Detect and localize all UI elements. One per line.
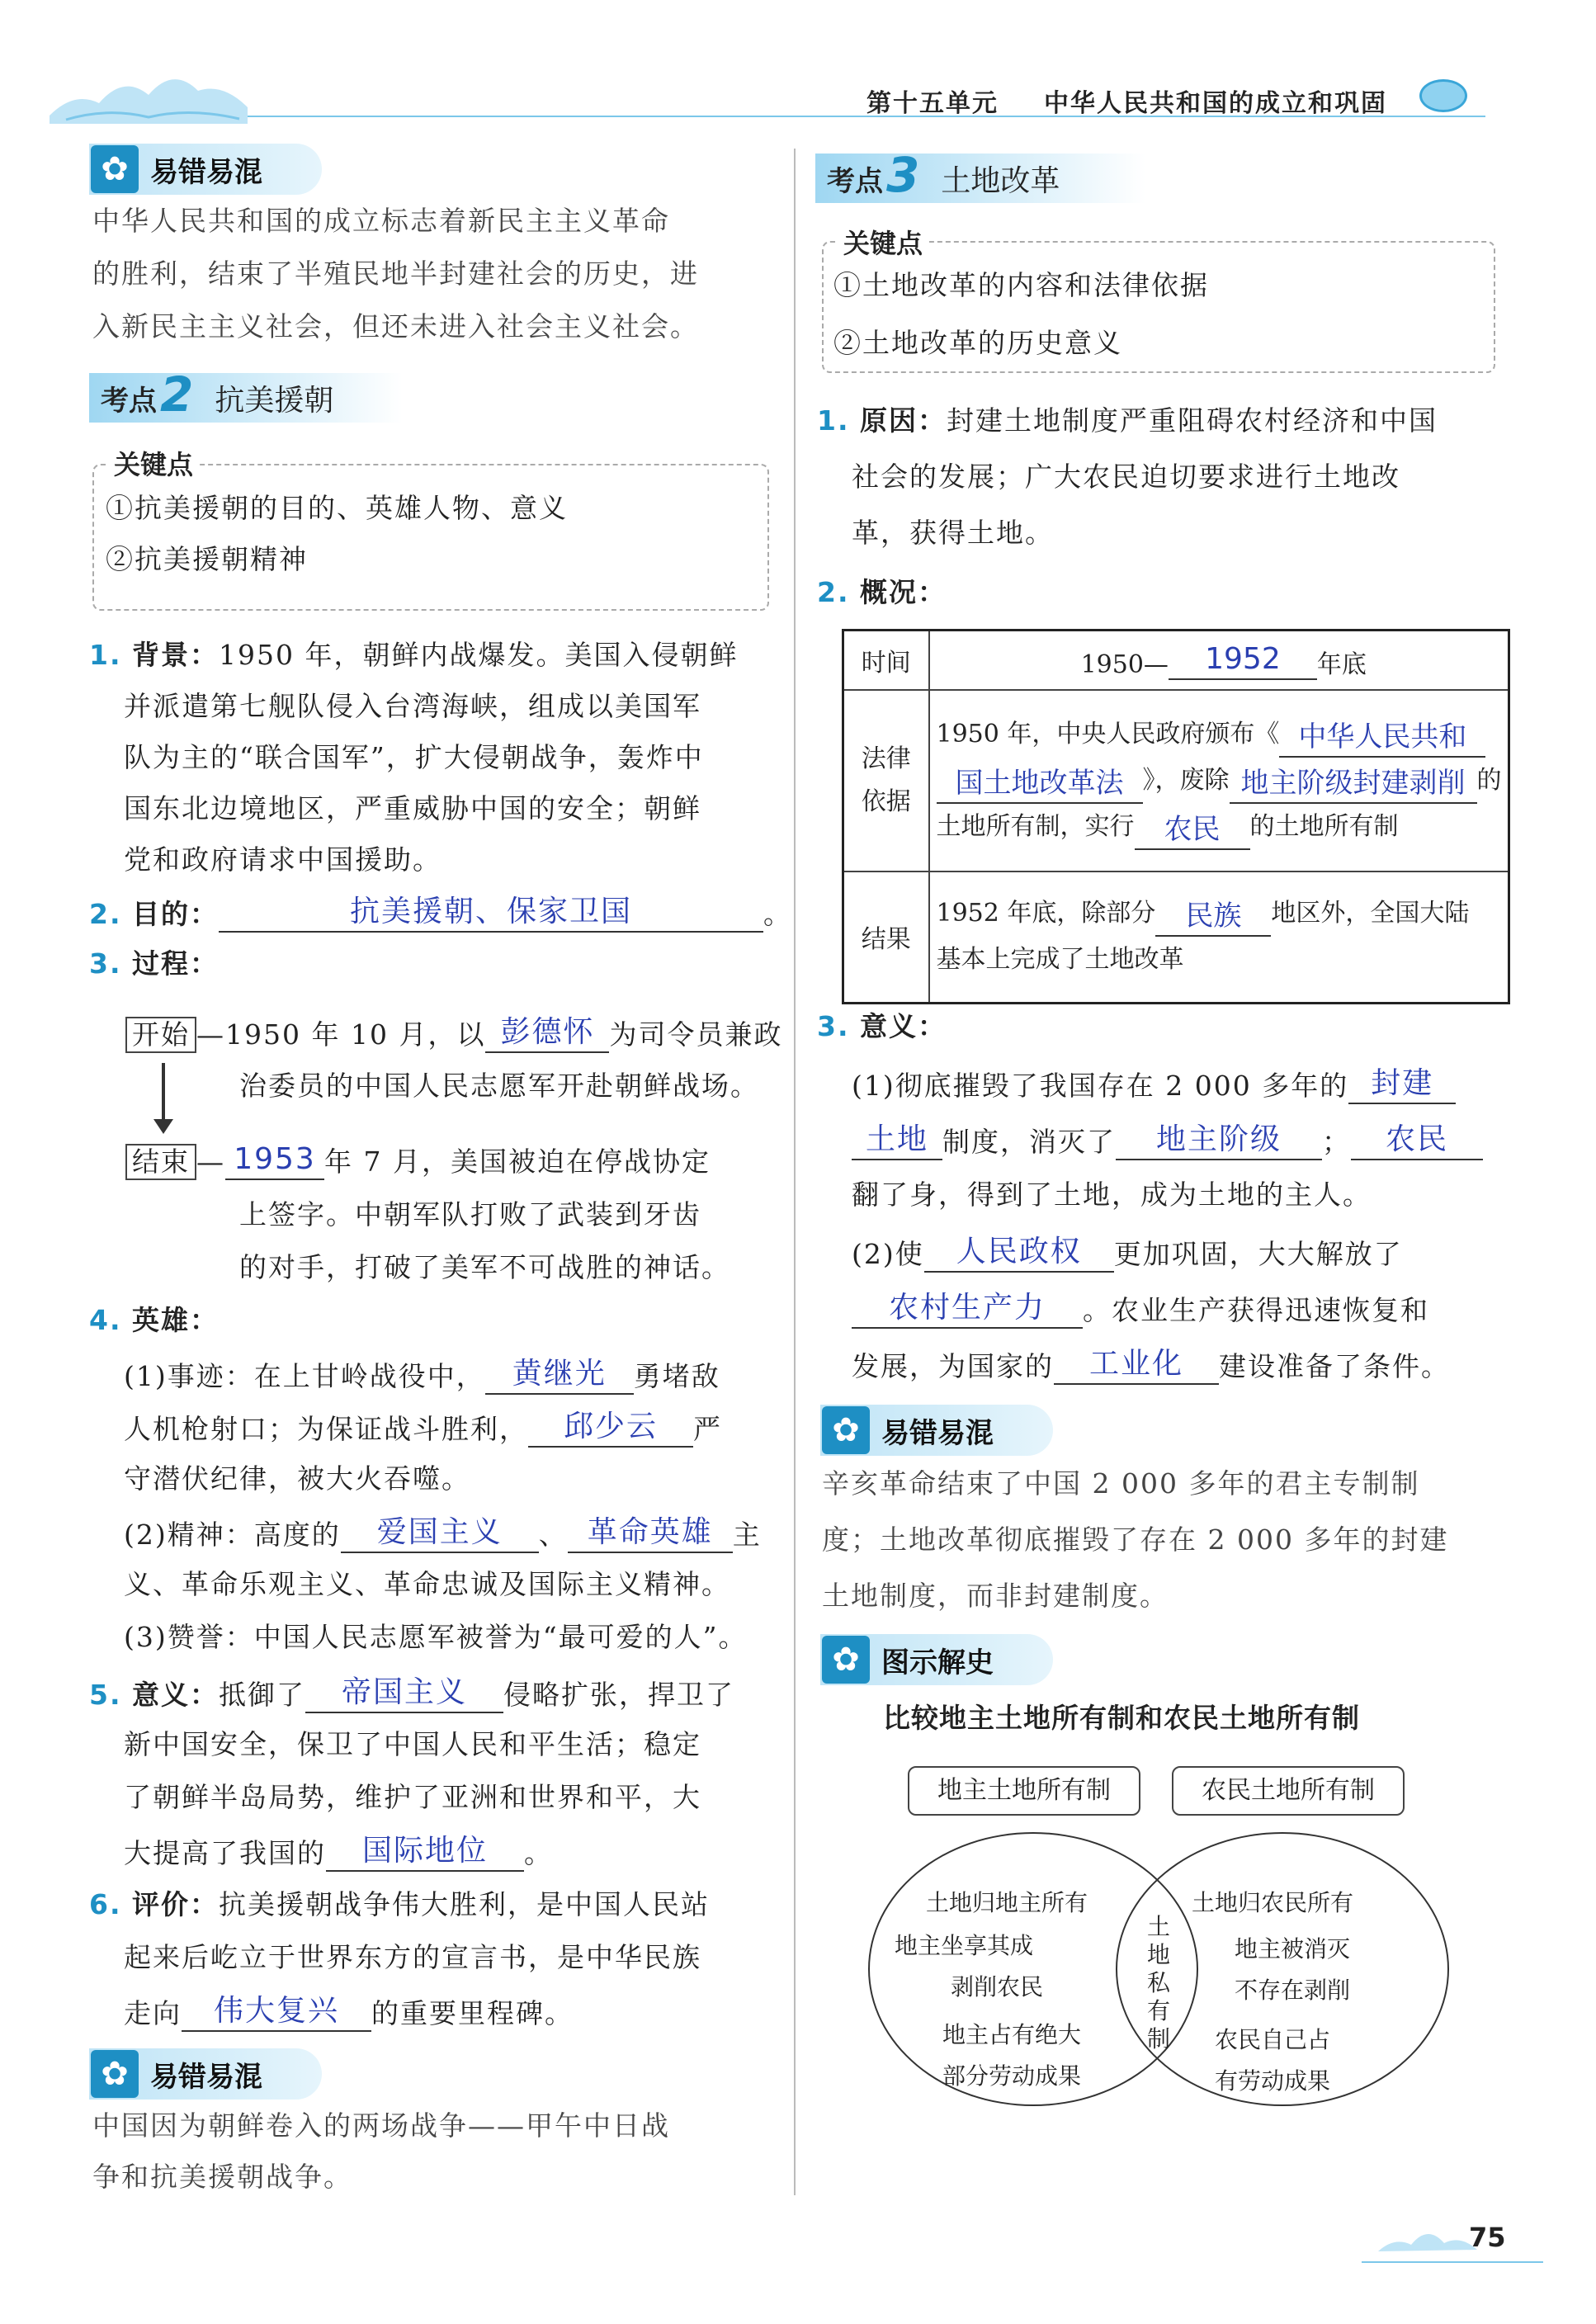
mistake-text-1: 入新民主主义社会，但还未进入社会主义社会。 [92, 310, 699, 342]
key-points-box-2 [92, 464, 769, 611]
flower-icon: ✿ [822, 1636, 870, 1684]
mistake-text-3: 土地制度，而非封建制度。 [822, 1580, 1169, 1612]
key-point-item: ①抗美援朝的目的、英雄人物、意义 [106, 492, 568, 524]
arrow-down-icon [162, 1063, 165, 1122]
row-time: 1950— 1952 年底 [929, 631, 1509, 690]
significance-line: 发展，为国家的 工业化 建设准备了条件。 [852, 1345, 1450, 1385]
reason-line: 社会的发展；广大农民迫切要求进行土地改 [852, 461, 1400, 493]
mistake-text-2: 争和抗美援朝战争。 [92, 2161, 352, 2193]
mistake-text-1: 的胜利，结束了半殖民地半封建社会的历史，进 [92, 257, 699, 290]
badge-label: 图示解史 [881, 1646, 994, 1679]
background-line: 并派遣第七舰队侵入台湾海峡，组成以美国军 [124, 690, 701, 722]
process-start: 开始 —1950 年 10 月，以 彭德怀 为司令员兼政 [125, 1013, 782, 1053]
kaodian-title: 土地改革 [941, 163, 1060, 198]
kaodian-label: 考点 [101, 384, 157, 418]
heroes-line: (3)赞誉：中国人民志愿军被誉为“最可爱的人”。 [124, 1621, 748, 1653]
meaning-line: 5. 意义：抵御了 帝国主义 侵略扩张，捍卫了 [89, 1674, 734, 1713]
process-end-line3: 的对手，打破了美军不可战胜的神话。 [239, 1251, 730, 1283]
reason-line: 革，获得土地。 [852, 517, 1054, 549]
background-line: 1. 背景：1950 年，朝鲜内战爆发。美国入侵朝鲜 [89, 639, 739, 671]
badge-label: 易错易混 [881, 1416, 994, 1450]
mistake-text-3: 辛亥革命结束了中国 2 000 多年的君主专制制 [822, 1467, 1420, 1500]
meaning-line: 新中国安全，保卫了中国人民和平生活；稳定 [124, 1728, 701, 1760]
pill-landlord: 地主土地所有制 [908, 1766, 1140, 1816]
footer-rule [1362, 2261, 1543, 2263]
significance-line: 翻了身，得到了土地，成为土地的主人。 [852, 1179, 1372, 1211]
process-end-line2: 上签字。中朝军队打败了武装到牙齿 [239, 1198, 701, 1230]
flower-icon: ✿ [822, 1406, 870, 1454]
key-point-item: ②土地改革的历史意义 [833, 327, 1122, 359]
mistake-text-2: 中国因为朝鲜卷入的两场战争——甲午中日战 [92, 2109, 670, 2142]
landlord-item: 土地归地主所有 [926, 1889, 1088, 1916]
flower-icon: ✿ [91, 2050, 139, 2098]
diagram-title: 比较地主土地所有制和农民土地所有制 [883, 1702, 1360, 1734]
eval-line: 6. 评价：抗美援朝战争伟大胜利，是中国人民站 [89, 1888, 710, 1920]
process-end: 结束 — 1953 年 7 月，美国被迫在停战协定 [125, 1141, 711, 1180]
landlord-item: 地主坐享其成 [895, 1932, 1034, 1959]
process-start-line2: 治委员的中国人民志愿军开赴朝鲜战场。 [239, 1070, 759, 1102]
mistake-badge-3 [820, 1405, 1053, 1456]
row-head-law: 法律 依据 [843, 690, 929, 872]
meaning-line: 大提高了我国的 国际地位 。 [124, 1832, 553, 1872]
key-points-title: 关键点 [107, 444, 200, 482]
header-decoration [50, 58, 248, 124]
kaodian-title: 抗美援朝 [215, 383, 334, 418]
process-title: 3. 过程： [89, 947, 219, 980]
peasant-item: 土地归农民所有 [1192, 1889, 1354, 1916]
overview-title: 2. 概况： [817, 576, 947, 608]
significance-line: (1)彻底摧毁了我国存在 2 000 多年的 封建 [852, 1065, 1456, 1104]
mistake-text-3: 度；土地改革彻底摧毁了存在 2 000 多年的封建 [822, 1523, 1449, 1556]
header-title: 中华人民共和国的成立和巩固 [1044, 89, 1387, 118]
key-point-item: ①土地改革的内容和法律依据 [833, 269, 1209, 301]
background-line: 党和政府请求中国援助。 [124, 843, 441, 876]
heroes-line: 人机枪射口；为保证战斗胜利， 邱少云 严 [124, 1408, 722, 1448]
mistake-badge-2 [89, 2048, 322, 2100]
process-start-answer: 彭德怀 [485, 1013, 609, 1053]
diagram-badge [820, 1634, 1053, 1685]
header-unit: 第十五单元 [866, 89, 999, 118]
kaodian-3-header [815, 147, 1145, 203]
pill-peasant: 农民土地所有制 [1172, 1766, 1405, 1816]
landlord-item: 部分劳动成果 [942, 2062, 1082, 2090]
significance-line: 土地 制度，消灭了 地主阶级 ； 农民 [852, 1121, 1483, 1160]
background-line: 队为主的“联合国军”，扩大侵朝战争，轰炸中 [124, 741, 704, 773]
mistake-text-1: 中华人民共和国的成立标志着新民主主义革命 [92, 205, 670, 237]
center-label: 土地私有制 [1147, 1913, 1171, 2052]
aim-line: 2. 目的： 抗美援朝、保家卫国 。 [89, 893, 792, 933]
significance-title: 3. 意义： [817, 1010, 947, 1042]
kaodian-label: 考点 [827, 164, 883, 198]
landlord-item: 地主占有绝大 [942, 2021, 1082, 2048]
eval-line: 起来后屹立于世界东方的宣言书，是中华民族 [124, 1941, 701, 1973]
heroes-line: 守潜伏纪律，被大火吞噬。 [124, 1462, 470, 1495]
row-head-result: 结果 [843, 872, 929, 1004]
badge-label: 易错易混 [150, 2060, 262, 2094]
overview-table [842, 629, 1510, 1004]
heroes-line: 义、革命乐观主义、革命忠诚及国际主义精神。 [124, 1568, 730, 1600]
kaodian-2-header [89, 366, 403, 423]
row-head-time: 时间 [843, 631, 929, 690]
reason-line: 1. 原因：封建土地制度严重阻碍农村经济和中国 [817, 404, 1438, 437]
eval-line: 走向 伟大复兴 的重要里程碑。 [124, 1992, 574, 2032]
heroes-line: (1)事迹：在上甘岭战役中， 黄继光 勇堵敌 [124, 1355, 720, 1395]
meaning-line: 了朝鲜半岛局势，维护了亚洲和世界和平，大 [124, 1781, 701, 1813]
key-points-title: 关键点 [837, 223, 929, 261]
kaodian-number: 2 [160, 366, 194, 423]
background-line: 国东北边境地区，严重威胁中国的安全；朝鲜 [124, 792, 701, 824]
peasant-item: 有劳动成果 [1215, 2067, 1331, 2095]
significance-line: 农村生产力 。农业生产获得迅速恢复和 [852, 1289, 1429, 1329]
peasant-item: 农民自己占 [1215, 2026, 1331, 2053]
heroes-line: (2)精神：高度的 爱国主义 、 革命英雄 主 [124, 1514, 762, 1553]
peasant-item: 地主被消灭 [1235, 1935, 1351, 1963]
arrow-head [153, 1119, 173, 1134]
header-logo-icon [1419, 79, 1467, 112]
mistake-badge-1 [89, 144, 322, 195]
peasant-item: 不存在剥削 [1235, 1977, 1351, 2004]
row-result: 1952 年底，除部分 民族 地区外，全国大陆 基本上完成了土地改革 [929, 872, 1509, 1004]
kaodian-number: 3 [886, 147, 920, 203]
footer-decoration [1378, 2220, 1477, 2253]
process-end-answer: 1953 [225, 1141, 324, 1180]
aim-answer: 抗美援朝、保家卫国 [219, 893, 763, 933]
heroes-title: 4. 英雄： [89, 1304, 219, 1336]
page-number: 75 [1469, 2222, 1506, 2253]
key-point-item: ②抗美援朝精神 [106, 543, 308, 575]
flower-icon: ✿ [91, 145, 139, 193]
row-law: 1950 年，中央人民政府颁布《 中华人民共和 国土地改革法 》，废除 地主阶级封建剥削 的 土地所有制，实行 农民 的土地所有制 [929, 690, 1509, 872]
landlord-item: 剥削农民 [951, 1973, 1044, 2000]
column-divider [794, 149, 796, 2195]
significance-line: (2)使 人民政权 更加巩固，大大解放了 [852, 1233, 1403, 1273]
badge-label: 易错易混 [150, 155, 262, 189]
